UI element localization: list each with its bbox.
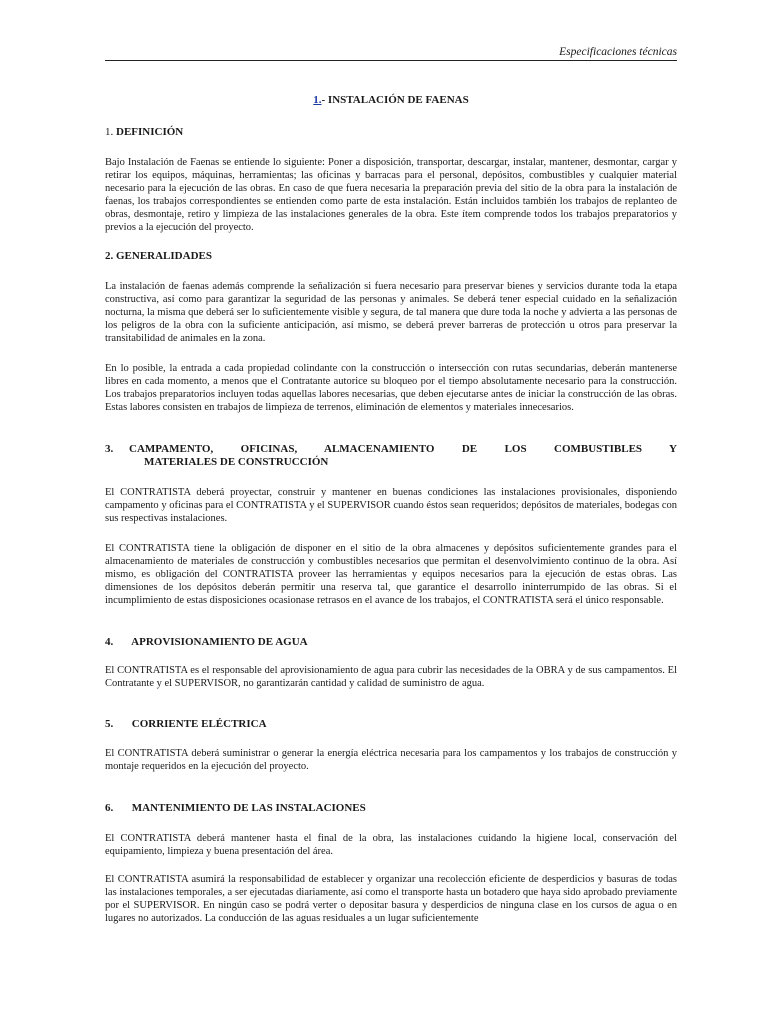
section-heading-1 [105,126,677,139]
section-heading-2 [105,250,677,263]
section-heading-text: CORRIENTE ELÉCTRICA [131,718,267,730]
paragraph: El CONTRATISTA deberá proyectar, construir y mantener en buenas condiciones las instalaciones provisionales, disponiendo campamento y oficinas para el CONTRATISTA y el SUPERVISOR cuando éstos sean requeridos; depósitos de materiales, bodegas con sus respectivas instalaciones. [105,487,677,524]
paragraph: La instalación de faenas además comprende la señalización si fuera necesario para preservar bienes y servicios durante toda la etapa constructiva, así como para garantizar la seguridad de las personas y animales. Se deberá tener especial cuidado en la señalización nocturna, la misma que deberá ser lo suficientemente visible y segura, de tal manera que dure toda la noche y advierta a las personas de los peligros de la obra con la suficiente anticipación, así mismo, se deberá prever barreras de protección u otros para preservar la transitabilidad de animales en la zona. [105,281,677,344]
section-heading-4 [105,636,677,649]
header-rule [105,60,677,61]
chapter-title [105,94,677,107]
chapter-number-link[interactable]: 1. [313,94,322,106]
paragraph: El CONTRATISTA es el responsable del aprovisionamiento de agua para cubrir las necesidades de la OBRA y de sus campamentos. El Contratante y el SUPERVISOR, no garantizarán cantidad y calidad de suministro de agua. [105,665,677,689]
chapter-title-text: - INSTALACIÓN DE FAENAS [321,94,469,106]
section-heading-text: APROVISIONAMIENTO DE AGUA [131,636,308,648]
section-number: 6. [105,802,114,814]
section-heading-continuation: MATERIALES DE CONSTRUCCIÓN [144,456,329,468]
section-number: 4. [105,636,114,648]
paragraph: El CONTRATISTA deberá mantener hasta el final de la obra, las instalaciones cuidando la higiene local, conservación del equipamiento, limpieza y buena presentación del área. [105,833,677,857]
section-heading-text: CAMPAMENTO, OFICINAS, ALMACENAMIENTO DE LOS COMBUSTIBLES Y [129,443,677,455]
section-heading-text: DEFINICIÓN [116,126,184,138]
paragraph: El CONTRATISTA tiene la obligación de disponer en el sitio de la obra almacenes y depósitos suficientemente grandes para el almacenamiento de materiales de construcción y combustibles necesarios que permitan el desenvolvimiento continuo de la obra. Así mismo, es obligación del CONTRATISTA proveer las herramientas y equipos necesarios para la ejecución de estas obras. Las dimensiones de los depósitos deberán permitir una reserva tal, que garantice el desarrollo ininterrumpido de las obras. Si el incumplimiento de estas disposiciones ocasionase retrasos en el avance de los trabajos, el CONTRATISTA será el único responsable. [105,543,677,606]
paragraph: Bajo Instalación de Faenas se entiende lo siguiente: Poner a disposición, transportar, descargar, instalar, mantener, desmontar, cargar y retirar los equipos, máquinas, herramientas; las oficinas y barracas para el personal, depósitos, combustibles y cualquier material necesario para la ejecución de las obras. En caso de que fuera necesaria la preparación previa del sitio de la obra para la instalación de faenas, los trabajos correspondientes se entienden como parte de esta instalación. Están incluidos también los trabajos de replanteo de obras, desmontaje, retiro y limpieza de las instalaciones generales de la obra. Este ítem comprende todos los trabajos preparatorios y previos a la ejecución del proyecto. [105,157,677,233]
section-number: 3. [105,443,114,455]
running-header: Especificaciones técnicas [559,46,677,58]
section-number: 5. [105,718,114,730]
paragraph: El CONTRATISTA asumirá la responsabilidad de establecer y organizar una recolección eficiente de desperdicios y basuras de todas las instalaciones temporales, a ser ejecutadas diariamente, así como el transporte hasta un botadero que haya sido aprobado previamente por el SUPERVISOR. En ningún caso se podrá verter o depositar basura y desperdicios de ninguna clase en los cursos de agua o en lugares no autorizados. La conducción de las aguas residuales a un lugar suficientemente [105,874,677,924]
section-heading-text: GENERALIDADES [116,250,212,262]
section-heading-3 [105,443,677,469]
section-number: 2. [105,250,114,262]
section-heading-6 [105,802,677,815]
section-heading-text: MANTENIMIENTO DE LAS INSTALACIONES [131,802,366,814]
section-heading-5 [105,718,677,731]
paragraph: El CONTRATISTA deberá suministrar o generar la energía eléctrica necesaria para los campamentos y los trabajos de construcción y montaje requeridos en la ejecución del proyecto. [105,748,677,772]
section-number: 1. [105,126,114,138]
paragraph: En lo posible, la entrada a cada propiedad colindante con la construcción o intersección con rutas secundarias, deberán mantenerse libres en cada momento, a menos que el Contratante autorice su bloqueo por el tiempo absolutamente necesario para la construcción. Los trabajos preparatorios incluyen todas aquellas labores necesarias, que deben ejecutarse antes de iniciar la construcción de las obras. Estas labores consisten en trabajos de limpieza de terrenos, eliminación de elementos y materiales innecesarios. [105,363,677,413]
